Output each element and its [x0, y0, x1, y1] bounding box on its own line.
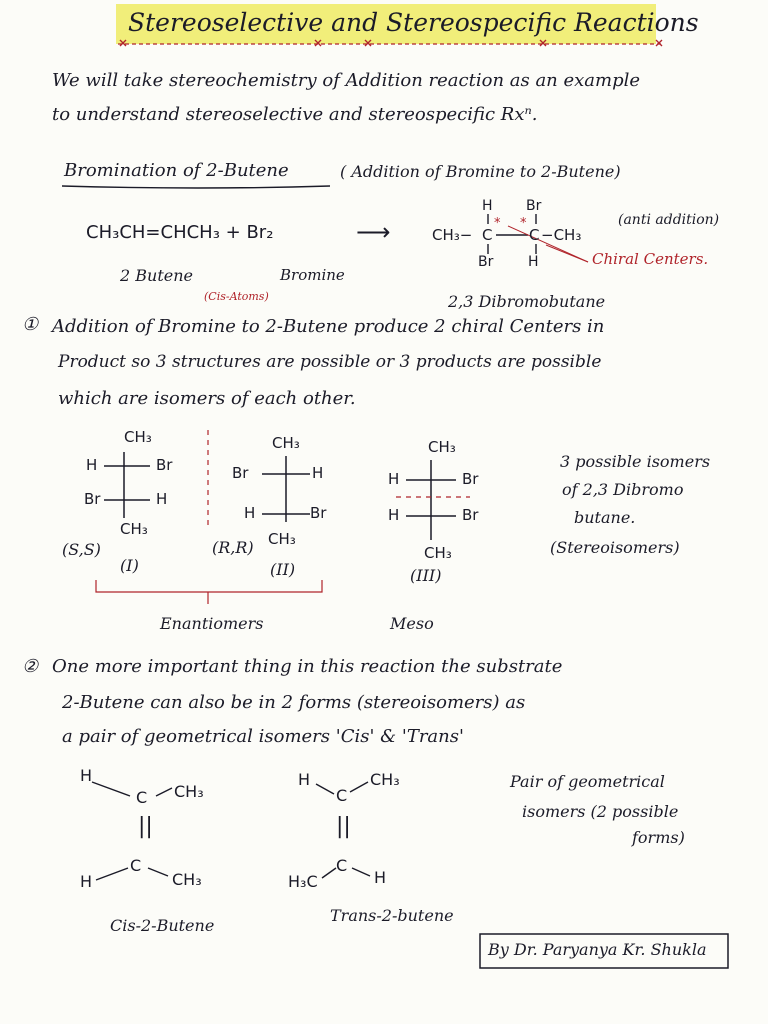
product-top-h: H	[482, 198, 493, 214]
fischer-1-r2-right: H	[156, 490, 168, 508]
trans-bond-ch3-bot	[322, 868, 336, 878]
isomer-note-line-3: butane.	[574, 508, 636, 527]
label-2-butene: 2 Butene	[120, 266, 193, 285]
fischer-2-config: (R,R)	[212, 538, 254, 557]
cis-bond-ch3-top	[156, 788, 172, 796]
cis-h-top: H	[80, 766, 93, 785]
intro-line-1: We will take stereochemistry of Addition reaction as an example	[52, 70, 641, 91]
chiral-centers-note: Chiral Centers.	[592, 250, 709, 268]
trans-bond-h-bot	[352, 868, 370, 876]
fischer-1-r2-left: Br	[84, 490, 101, 508]
cis-bond-h-bot	[96, 868, 128, 880]
fischer-3-r1-right: Br	[462, 470, 479, 488]
point2-line-3: a pair of geometrical isomers 'Cis' & 'Trans'	[62, 726, 464, 747]
point1-number: ①	[22, 314, 39, 335]
label-cis-atoms: (Cis-Atoms)	[204, 290, 269, 303]
fischer-3-top: CH₃	[428, 438, 456, 456]
fischer-3-r2-left: H	[388, 506, 400, 524]
fischer-3-r1-left: H	[388, 470, 400, 488]
trans-c-bot: C	[336, 856, 348, 875]
isomer-note-line-1: 3 possible isomers	[560, 452, 711, 471]
product-c1: C	[482, 226, 493, 244]
cis-c-bot: C	[130, 856, 142, 875]
product-left: CH₃−	[432, 226, 473, 244]
fischer-1-r1-left: H	[86, 456, 98, 474]
fischer-2-top: CH₃	[272, 434, 300, 452]
reaction-arrow: ⟶	[356, 218, 391, 246]
product-bottom-h: H	[528, 254, 539, 270]
point2-line-1: One more important thing in this reaction the substrate	[52, 656, 563, 677]
section-heading-note: ( Addition of Bromine to 2-Butene)	[340, 162, 621, 181]
fischer-3-bottom: CH₃	[424, 544, 452, 562]
label-bromine: Bromine	[280, 266, 345, 284]
product-bottom-br: Br	[478, 254, 494, 270]
fischer-1-top: CH₃	[124, 428, 152, 446]
geom-note-line-3: forms)	[632, 828, 685, 847]
fischer-2-r2-left: H	[244, 504, 256, 522]
point2-number: ②	[22, 656, 39, 677]
fischer-3-r2-right: Br	[462, 506, 479, 524]
trans-h-top: H	[298, 770, 311, 789]
chiral-star-1: *	[494, 216, 501, 231]
trans-h-bot: H	[374, 868, 387, 887]
cis-bond-ch3-bot	[148, 868, 168, 876]
author-signature: By Dr. Paryanya Kr. Shukla	[488, 940, 707, 959]
trans-bond-ch3-top	[350, 782, 368, 792]
fischer-2-bottom: CH₃	[268, 530, 296, 548]
product-c2: C	[529, 226, 540, 244]
geom-note-line-1: Pair of geometrical	[510, 772, 665, 791]
point1-line-2: Product so 3 structures are possible or 3 products are possible	[58, 352, 602, 372]
point1-line-3: which are isomers of each other.	[58, 388, 356, 409]
cis-c-top: C	[136, 788, 148, 807]
fischer-2-r2-right: Br	[310, 504, 327, 522]
cis-ch3-bot: CH₃	[172, 870, 202, 889]
cis-h-bot: H	[80, 872, 93, 891]
fischer-2-numeral: (II)	[270, 560, 296, 579]
fischer-1-bottom: CH₃	[120, 520, 148, 538]
title-cross-marks	[120, 40, 662, 46]
fischer-1-numeral: (I)	[120, 556, 139, 575]
isomer-note-line-4: (Stereoisomers)	[550, 538, 680, 557]
geom-note-line-2: isomers (2 possible	[522, 802, 679, 821]
cis-bond-h-top	[92, 782, 130, 796]
anti-addition-note: (anti addition)	[618, 212, 720, 228]
label-dibromobutane: 2,3 Dibromobutane	[448, 292, 606, 311]
point1-line-1: Addition of Bromine to 2-Butene produce 2 chiral Centers in	[52, 316, 605, 337]
product-right: −CH₃	[541, 226, 582, 244]
trans-bond-h-top	[316, 784, 334, 794]
page-title: Stereoselective and Stereospecific Reactions	[128, 8, 699, 37]
section-heading: Bromination of 2-Butene	[64, 160, 289, 181]
point2-line-2: 2-Butene can also be in 2 forms (stereoisomers) as	[62, 692, 526, 713]
fischer-2-r1-left: Br	[232, 464, 249, 482]
trans-c-top: C	[336, 786, 348, 805]
enantiomer-bracket	[96, 580, 322, 604]
intro-line-2: to understand stereoselective and stereospecific Rxⁿ.	[52, 104, 538, 125]
product-top-br: Br	[526, 198, 542, 214]
trans-ch3-top: CH₃	[370, 770, 400, 789]
fischer-1-r1-right: Br	[156, 456, 173, 474]
fischer-3-numeral: (III)	[410, 566, 442, 585]
fischer-2-r1-right: H	[312, 464, 324, 482]
trans-name: Trans-2-butene	[330, 906, 454, 925]
cis-double-bond: ||	[138, 814, 153, 839]
heading-underline	[62, 186, 330, 188]
isomer-note-line-2: of 2,3 Dibromo	[562, 480, 684, 499]
meso-label: Meso	[390, 614, 434, 633]
fischer-1-config: (S,S)	[62, 540, 101, 559]
reaction-reactants: CH₃CH=CHCH₃ + Br₂	[86, 222, 274, 243]
cis-name: Cis-2-Butene	[110, 916, 215, 935]
cis-ch3-top: CH₃	[174, 782, 204, 801]
enantiomers-label: Enantiomers	[160, 614, 264, 633]
trans-ch3-bot: H₃C	[288, 872, 318, 891]
trans-double-bond: ||	[336, 814, 351, 839]
chiral-star-2: *	[520, 216, 527, 231]
